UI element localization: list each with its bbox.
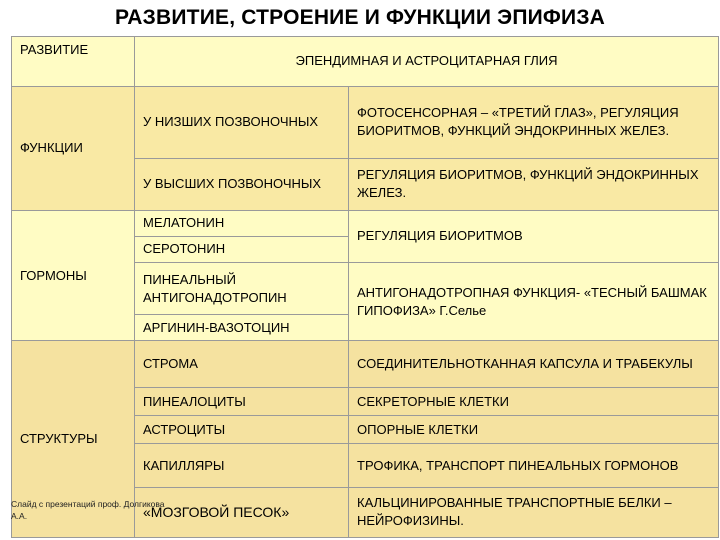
section-development: РАЗВИТИЕ — [12, 37, 135, 87]
hormone-function: АНТИГОНАДОТРОПНАЯ ФУНКЦИЯ- «ТЕСНЫЙ БАШМАК ГИПОФИЗА» Г.Селье — [349, 262, 719, 340]
structure-value: КАЛЬЦИНИРОВАННЫЕ ТРАНСПОРТНЫЕ БЕЛКИ – НЕЙРОФИЗИНЫ. — [349, 487, 719, 537]
hormone-function: РЕГУЛЯЦИЯ БИОРИТМОВ — [349, 210, 719, 262]
structure-name: КАПИЛЛЯРЫ — [135, 444, 349, 488]
development-value: ЭПЕНДИМНАЯ И АСТРОЦИТАРНАЯ ГЛИЯ — [135, 37, 719, 87]
structure-value: ОПОРНЫЕ КЛЕТКИ — [349, 416, 719, 444]
structure-name: «МОЗГОВОЙ ПЕСОК» — [135, 487, 349, 537]
functions-value: РЕГУЛЯЦИЯ БИОРИТМОВ, ФУНКЦИЙ ЭНДОКРИННЫХ ЖЕЛЕЗ. — [349, 158, 719, 210]
functions-group: У ВЫСШИХ ПОЗВОНОЧНЫХ — [135, 158, 349, 210]
structure-value: СОЕДИНИТЕЛЬНОТКАННАЯ КАПСУЛА И ТРАБЕКУЛЫ — [349, 341, 719, 388]
structure-value: СЕКРЕТОРНЫЕ КЛЕТКИ — [349, 387, 719, 415]
structure-name: ПИНЕАЛОЦИТЫ — [135, 387, 349, 415]
structure-name: СТРОМА — [135, 341, 349, 388]
hormone-name: АРГИНИН-ВАЗОТОЦИН — [135, 315, 349, 341]
epiphysis-table — [11, 36, 719, 538]
section-functions: ФУНКЦИИ — [12, 86, 135, 210]
structure-name: АСТРОЦИТЫ — [135, 416, 349, 444]
hormone-name: ПИНЕАЛЬНЫЙ АНТИГОНАДОТРОПИН — [135, 262, 349, 314]
structure-value: ТРОФИКА, ТРАНСПОРТ ПИНЕАЛЬНЫХ ГОРМОНОВ — [349, 444, 719, 488]
hormone-name: МЕЛАТОНИН — [135, 210, 349, 236]
section-structures: СТРУКТУРЫ — [12, 341, 135, 538]
functions-value: ФОТОСЕНСОРНАЯ – «ТРЕТИЙ ГЛАЗ», РЕГУЛЯЦИЯ БИОРИТМОВ, ФУНКЦИЙ ЭНДОКРИННЫХ ЖЕЛЕЗ. — [349, 86, 719, 158]
hormone-name: СЕРОТОНИН — [135, 236, 349, 262]
section-hormones: ГОРМОНЫ — [12, 210, 135, 340]
page-title: РАЗВИТИЕ, СТРОЕНИЕ И ФУНКЦИИ ЭПИФИЗА — [114, 6, 606, 29]
slide-credit: Слайд с презентаций проф. Долгикова А.А. — [11, 499, 165, 521]
functions-group: У НИЗШИХ ПОЗВОНОЧНЫХ — [135, 86, 349, 158]
